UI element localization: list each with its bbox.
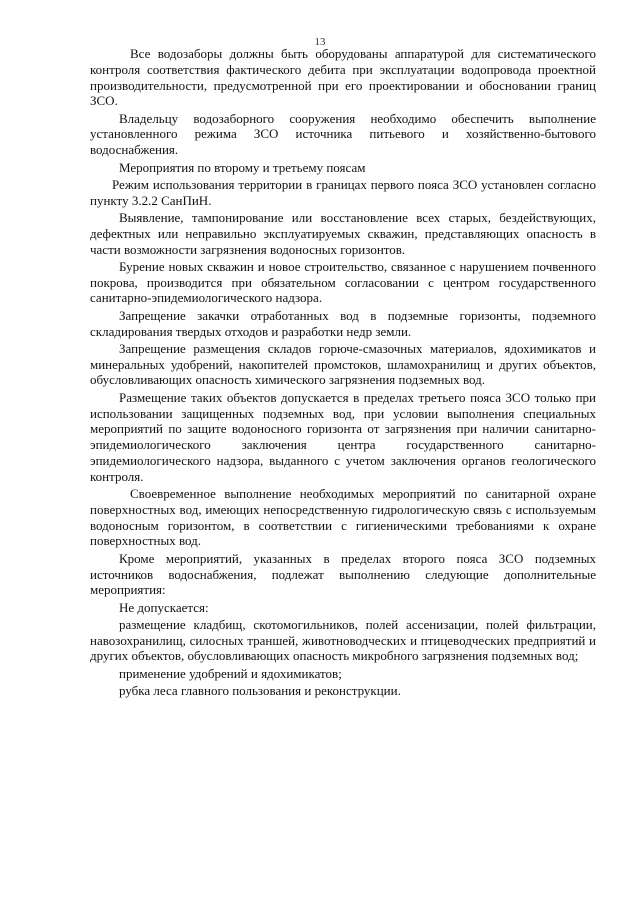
paragraph-fertilizers-ban: применение удобрений и ядохимикатов; bbox=[119, 665, 342, 681]
paragraph-owner-obligation: Владельцу водозаборного сооружения необходимо обеспечить выполнение установленного режима ЗСО источника питьевого и хозяйственно-бытового водоснабжения. bbox=[90, 110, 596, 158]
document-body bbox=[90, 46, 596, 700]
paragraph-wells-detection: Выявление, тампонирование или восстановление всех старых, бездействующих, дефектных или неправильно эксплуатируемых скважин, представляющих опасность в части возможности загрязнения водоносных горизонтов. bbox=[90, 209, 596, 257]
paragraph-new-drilling: Бурение новых скважин и новое строительство, связанное с нарушением почвенного покрова, производится при обязательном согласовании с центром государственного санитарно-эпидемиологического надзора. bbox=[90, 258, 596, 306]
paragraph-not-allowed-heading: Не допускается: bbox=[119, 599, 209, 615]
paragraph-first-belt-regime: Режим использования территории в границах первого пояса ЗСО установлен согласно пункту 3.2.2 СанПиН. bbox=[90, 176, 596, 208]
paragraph-surface-water-protection: Своевременное выполнение необходимых мероприятий по санитарной охране поверхностных вод, имеющих непосредственную гидрологическую связь с используемым водоносным горизонтом, в соответствии с гигиеническими требованиями к охране поверхностных вод. bbox=[90, 486, 596, 549]
paragraph-third-belt-placement: Размещение таких объектов допускается в пределах третьего пояса ЗСО только при использовании защищенных подземных вод, при условии выполнения специальных мероприятий по защите водоносного горизонта от загрязнения при наличии санитарно-эпидемиологического заключения центра государственного санитарно-эпидемиологического надзора, выданного с учетом заключения органов геологического контроля. bbox=[90, 389, 596, 484]
paragraph-water-intake-equipment: Все водозаборы должны быть оборудованы аппаратурой для систематического контроля соответствия фактического дебита при эксплуатации водопровода проектной производительности, предусмотренной при его проектировании и обосновании границ ЗСО. bbox=[90, 46, 596, 109]
paragraph-cemeteries-ban: размещение кладбищ, скотомогильников, полей ассенизации, полей фильтрации, навозохранилищ, силосных траншей, животноводческих и птицеводческих предприятий и других объектов, обусловливающих опасность микробного загрязнения подземных вод; bbox=[90, 616, 596, 664]
paragraph-storage-ban: Запрещение размещения складов горюче-смазочных материалов, ядохимикатов и минеральных удобрений, накопителей промстоков, шламохранилищ и других объектов, обусловливающих опасность химического загрязнения подземных вод. bbox=[90, 340, 596, 388]
page-number: 13 bbox=[314, 36, 326, 48]
paragraph-logging-ban: рубка леса главного пользования и реконструкции. bbox=[119, 683, 401, 699]
paragraph-additional-measures: Кроме мероприятий, указанных в пределах второго пояса ЗСО подземных источников водоснабжения, подлежат выполнению следующие дополнительные мероприятия: bbox=[90, 550, 596, 598]
paragraph-second-third-belt-heading: Мероприятия по второму и третьему поясам bbox=[119, 159, 366, 175]
paragraph-injection-ban: Запрещение закачки отработанных вод в подземные горизонты, подземного складирования твердых отходов и разработки недр земли. bbox=[90, 307, 596, 339]
